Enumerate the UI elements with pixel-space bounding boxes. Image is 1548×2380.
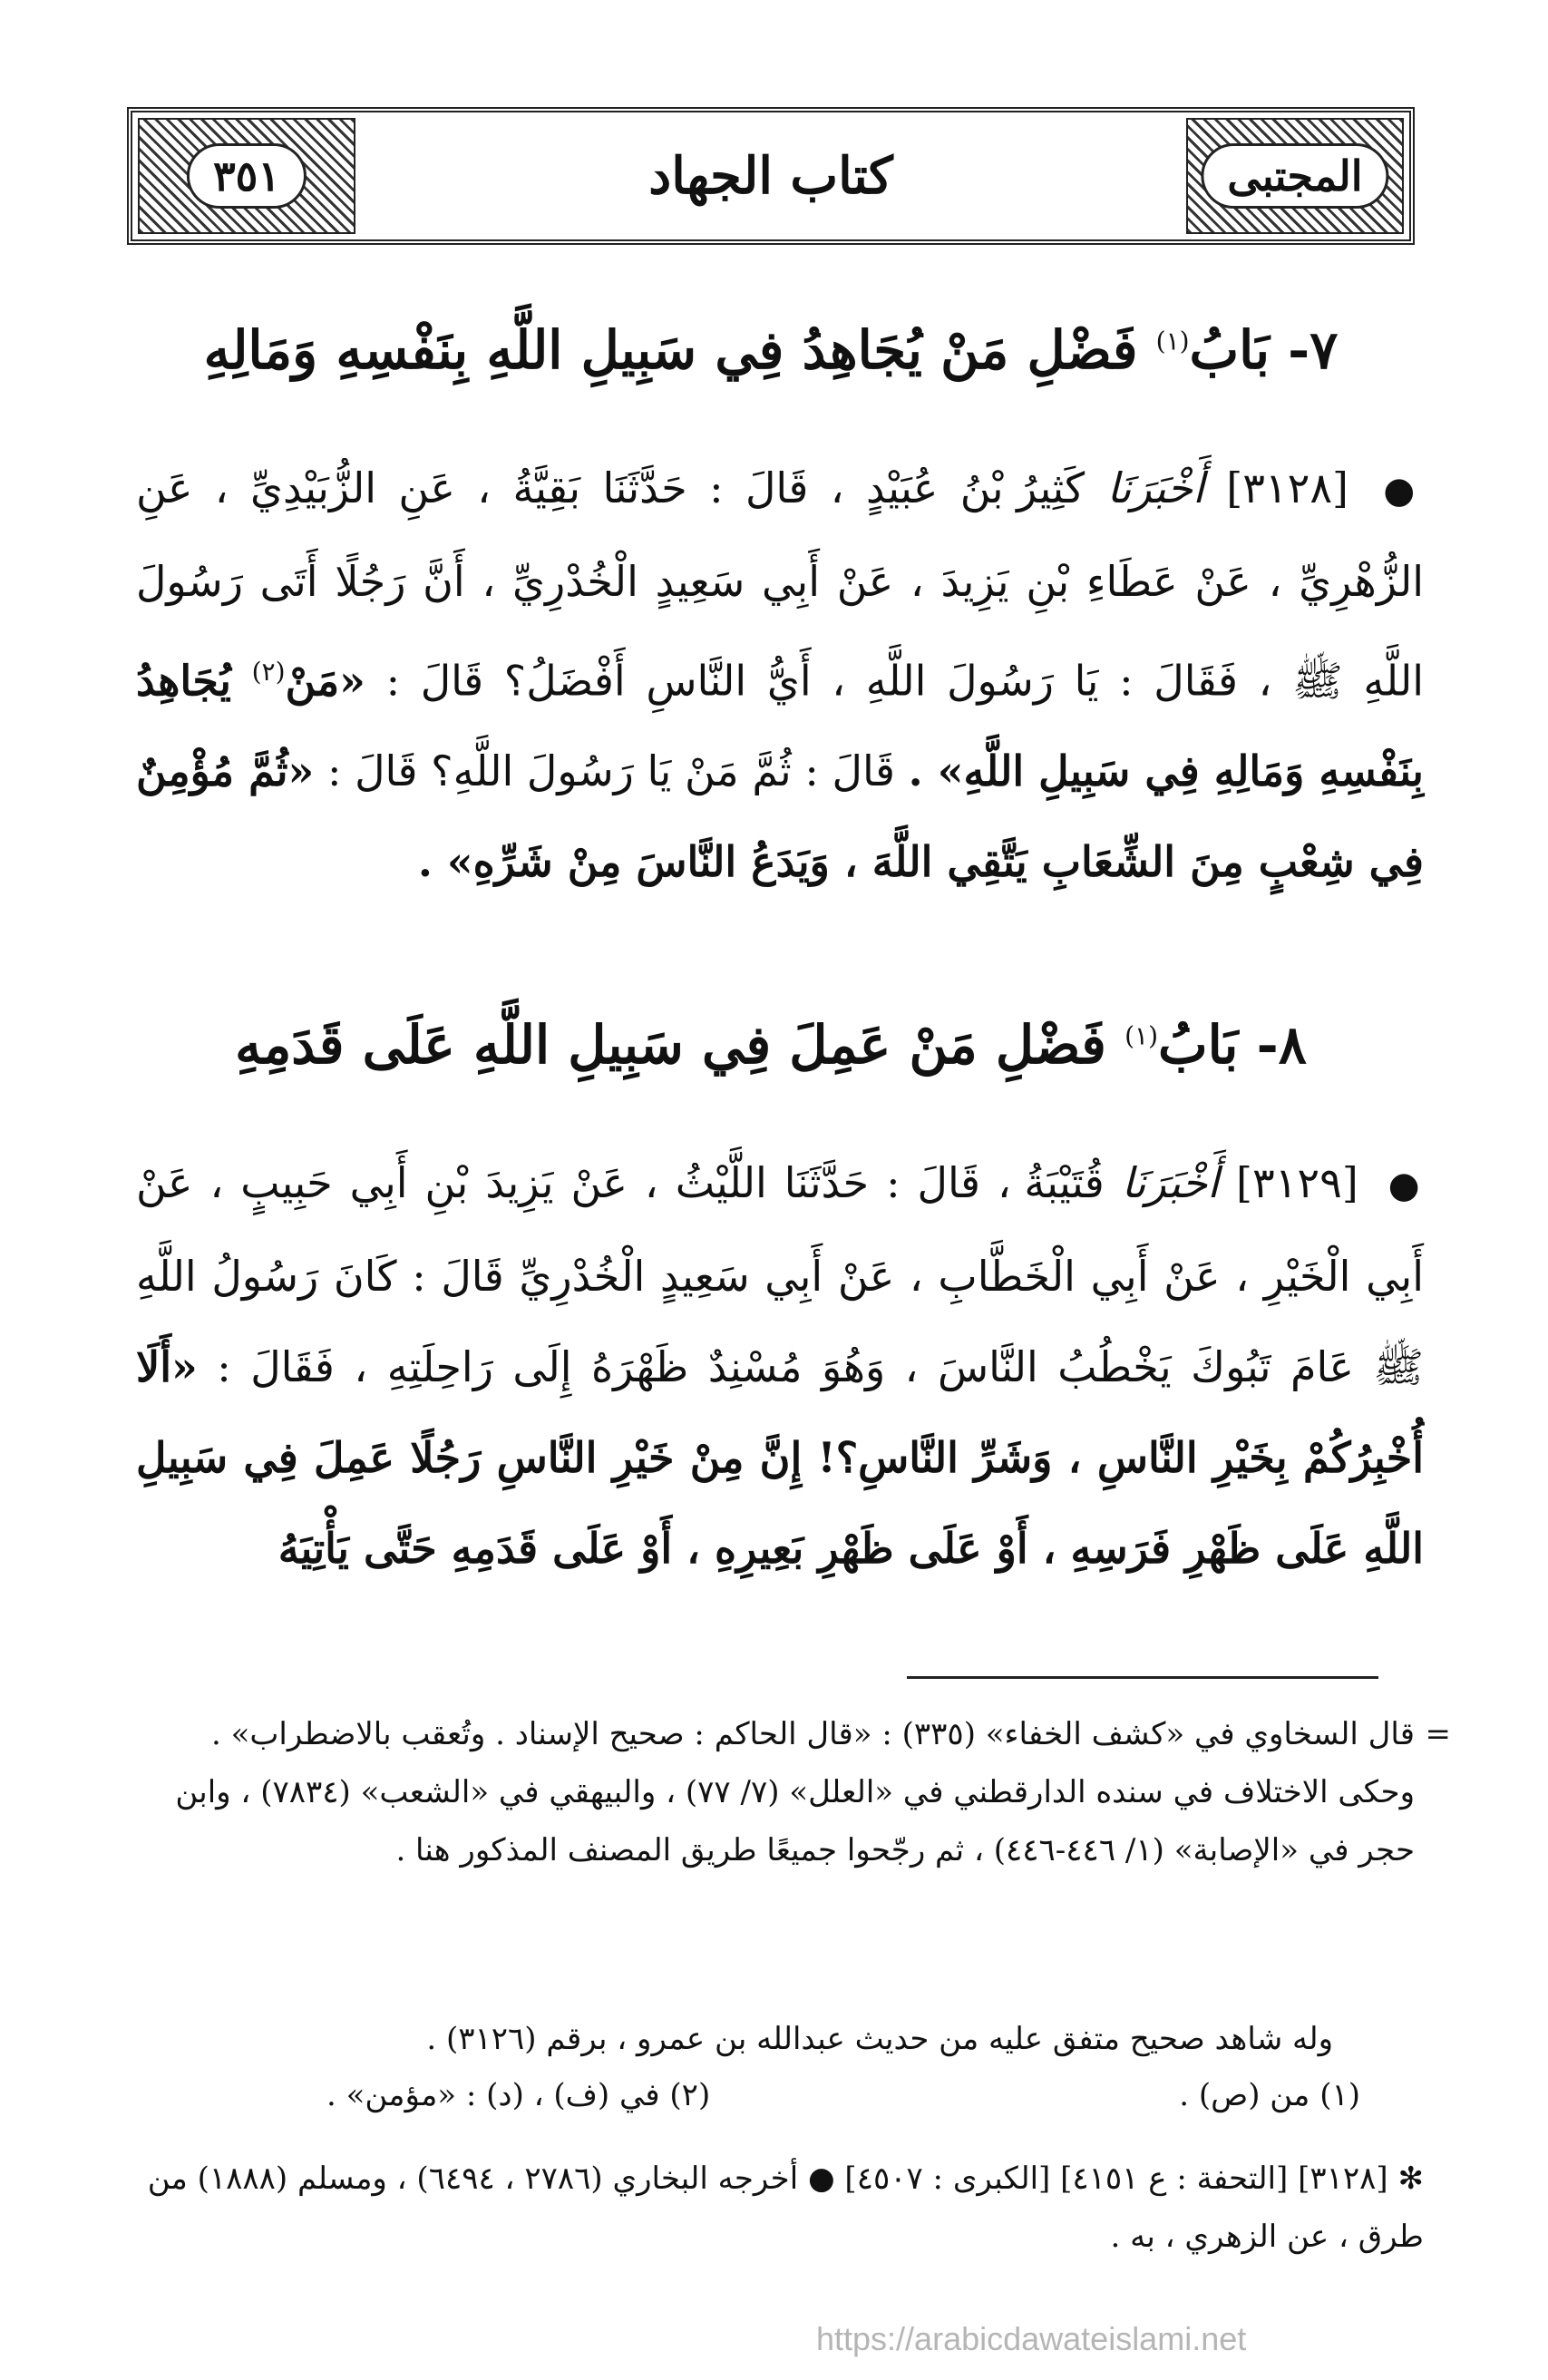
- footnote-continuation: [136, 1705, 1451, 1879]
- hadith-isnad: قُتَيْبَةُ ، قَالَ : حَدَّثَنَا اللَّيْثُ ، عَنْ يَزِيدَ بْنِ أَبِي حَبِيبٍ ، عَنْ أَبِي الْخَيْرِ ، عَنْ أَبِي الْخَطَّابِ ، عَنْ أَبِي سَعِيدٍ الْخُدْرِيِّ قَالَ : كَانَ رَسُولُ اللَّهِ ﷺ عَامَ تَبُوكَ يَخْطُبُ النَّاسَ ، وَهُوَ مُسْنِدٌ ظَهْرَهُ إِلَى رَاحِلَتِهِ ، فَقَالَ :: [136, 1158, 1424, 1391]
- hadith-3129: [136, 1137, 1424, 1594]
- takhrij-note: [136, 2150, 1424, 2266]
- takhrij-marker: ✻: [1397, 2161, 1424, 2197]
- hadith-footnote-marker: (٢): [251, 657, 286, 687]
- bab-8-title: فَضْلِ مَنْ عَمِلَ فِي سَبِيلِ اللَّهِ عَلَى قَدَمِهِ: [235, 1014, 1106, 1076]
- bab-7-heading: [181, 319, 1360, 381]
- continuation-mark: =: [1425, 1716, 1451, 1752]
- hadith-matn-open: «مَنْ: [285, 656, 365, 706]
- footnote-paragraph-2: وله شاهد صحيح متفق عليه من حديث عبدالله بن عمرو ، برقم (٣١٢٦) .: [426, 2021, 1333, 2057]
- akhbarana-word: أَخْبَرَنَا: [1121, 1158, 1220, 1207]
- numbered-footnotes: [326, 2077, 1360, 2113]
- hadith-matn: «أَلَا أُخْبِرُكُمْ بِخَيْرِ النَّاسِ ، وَشَرِّ النَّاسِ؟! إِنَّ مِنْ خَيْرِ النَّاسِ رَجُلًا عَمِلَ فِي سَبِيلِ اللَّهِ عَلَى ظَهْرِ فَرَسِهِ ، أَوْ عَلَى ظَهْرِ بَعِيرِهِ ، أَوْ عَلَى قَدَمِهِ حَتَّى يَأْتِيَهُ: [136, 1342, 1424, 1573]
- header-ornament-right: [1186, 118, 1404, 234]
- page-number: ٣٥١: [187, 143, 307, 209]
- bab-7-title: فَضْلِ مَنْ يُجَاهِدُ فِي سَبِيلِ اللَّهِ بِنَفْسِهِ وَمَالِهِ: [203, 319, 1138, 381]
- bab-7-label: ٧- بَابُ: [1189, 319, 1339, 381]
- chapter-title: كتاب الجهاد: [648, 146, 893, 206]
- page-header: [127, 107, 1415, 245]
- bab-8-footnote-marker: (١): [1124, 1020, 1159, 1051]
- hadith-matn: يُجَاهِدُ بِنَفْسِهِ وَمَالِهِ فِي سَبِيلِ اللَّهِ» .: [136, 656, 1424, 796]
- hadith-matn-2: «ثُمَّ مُؤْمِنٌ فِي شِعْبٍ مِنَ الشِّعَابِ يَتَّقِي اللَّهَ ، وَيَدَعُ النَّاسَ مِنْ شَرِّهِ» .: [136, 746, 1424, 887]
- bab-8-label: ٨- بَابُ: [1158, 1014, 1307, 1076]
- footnote-separator: [907, 1676, 1378, 1679]
- hadith-3128: [136, 443, 1424, 907]
- hadith-bullet: ●: [1383, 470, 1425, 512]
- footnote-1: (١) من (ص) .: [1179, 2077, 1360, 2113]
- book-emblem: المجتبى: [1201, 143, 1388, 209]
- header-ornament-left: [138, 118, 355, 234]
- hadith-number: [٣١٢٨]: [1226, 463, 1348, 512]
- hadith-number: [٣١٢٩]: [1236, 1158, 1358, 1207]
- footnote-2: (٢) في (ف) ، (د) : «مؤمن» .: [326, 2077, 711, 2113]
- footnote-witness: [272, 2010, 1333, 2068]
- hadith-bullet: ●: [1387, 1165, 1425, 1206]
- takhrij-text: [٣١٢٨] [التحفة : ع ٤١٥١] [الكبرى : ٤٥٠٧] ● أخرجه البخاري (٢٧٨٦ ، ٦٤٩٤) ، ومسلم (١٨٨٨) من طرق ، عن الزهري ، به .: [147, 2161, 1424, 2255]
- akhbarana-word: أَخْبَرَنَا: [1106, 463, 1204, 512]
- bab-8-heading: [181, 1014, 1360, 1076]
- hadith-mid-text: قَالَ : ثُمَّ مَنْ يَا رَسُولَ اللَّهِ؟ قَالَ :: [326, 746, 895, 796]
- hadith-isnad: كَثِيرُ بْنُ عُبَيْدٍ ، قَالَ : حَدَّثَنَا بَقِيَّةُ ، عَنِ الزُّبَيْدِيِّ ، عَنِ الزُّهْرِيِّ ، عَنْ عَطَاءِ بْنِ يَزِيدَ ، عَنْ أَبِي سَعِيدٍ الْخُدْرِيِّ ، أَنَّ رَجُلًا أَتَى رَسُولَ اللَّهِ ﷺ ، فَقَالَ : يَا رَسُولَ اللَّهِ ، أَيُّ النَّاسِ أَفْضَلُ؟ قَالَ :: [136, 463, 1425, 706]
- bab-7-footnote-marker: (١): [1155, 326, 1190, 356]
- footnote-paragraph: قال السخاوي في «كشف الخفاء» (٣٣٥) : «قال الحاكم : صحيح الإسناد . وتُعقب بالاضطراب» . وحكى الاختلاف في سنده الدارقطني في «العلل» (٧/ ٧٧) ، والبيهقي في «الشعب» (٧٨٣٤) ، وابن حجر في «الإصابة» (١/ ٤٤٦-٤٤٦) ، ثم رجّحوا جميعًا طريق المصنف المذكور هنا .: [175, 1716, 1415, 1868]
- watermark-url: https://arabicdawateislami.net: [816, 2320, 1247, 2357]
